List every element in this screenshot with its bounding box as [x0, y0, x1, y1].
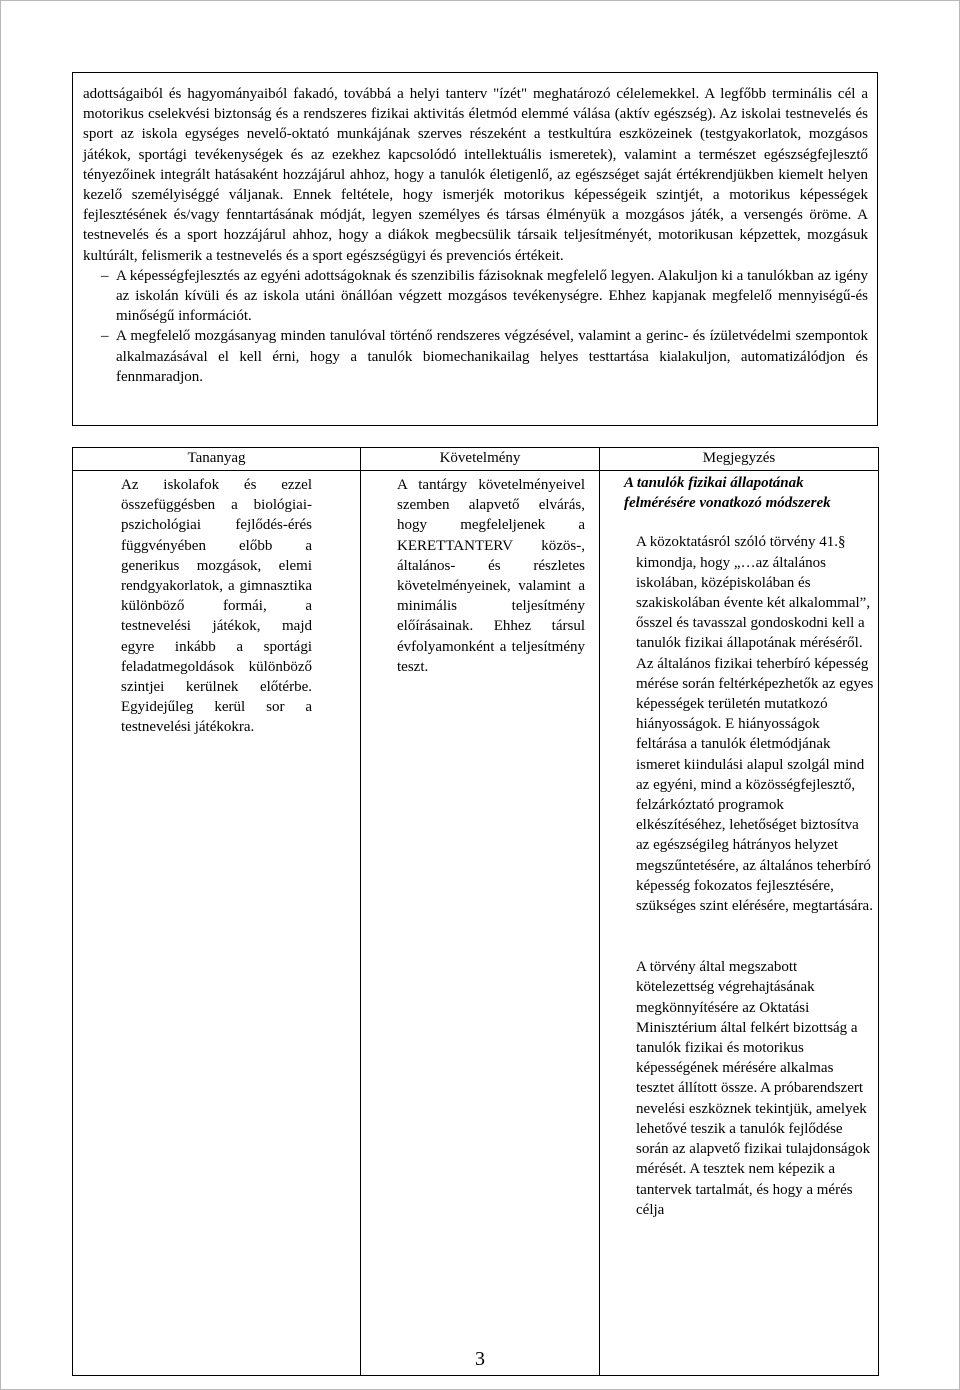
- megjegyzes-paragraph-1: A közoktatásról szóló törvény 41.§ kimondja, hogy „…az általános iskolában, középiskolában és szakiskolában évente két alkalommal”, ősszel és tavasszal gondoskodni kell a tanulók fizikai állapotának méréséről. Az általános fizikai teherbíró képesség mérése során feltérképezhetők az egyes képességek területén mutatkozó hiányosságok. E hiányosságok feltárása a tanulók életmódjának ismeret kiindulási alapul szolgál mind az egyéni, mind a közösségfejlesztő, felzárkóztató programok elkészítéséhez, lehetőséget biztosítva az egészségileg hátrányos helyzet megszűntetésére, az általános teherbíró képesség fokozatos fejlesztésére, szükséges szint elérésére, megtartására.: [636, 534, 874, 915]
- megjegyzes-title: A tanulók fizikai állapotának felmérésére vonatkozó módszerek: [624, 475, 831, 512]
- table-row: [73, 471, 879, 1376]
- megjegyzes-paragraph-2: A törvény által megszabott kötelezettség végrehajtásának megkönnyítésére az Oktatási Minisztérium által felkért bizottság a tanulók fizikai és motorikus képességének mérésére alkalmas tesztet állított össze. A próbarendszert nevelési eszköznek tekintjük, amelyek lehetővé teszik a tanulók fejlődése során az alapvető fizikai tulajdonságok mérését. A tesztek nem képezik a tantervek tartalmát, és hogy a mérés célja: [636, 959, 871, 1218]
- dash-bullet-icon: –: [101, 328, 109, 345]
- cell-kovetelmeny: A tantárgy követelményeivel szemben alapvető elvárás, hogy megfeleljenek a KERETTANTERV közös-, általános- és részletes követelményeinek, valamint a minimális teljesítmény előírásainak. Ehhez társul évfolyamonként a teljesítmény teszt.: [361, 471, 600, 1376]
- header-kovetelmeny: Követelmény: [361, 448, 600, 471]
- bullet-item: [83, 326, 868, 387]
- intro-box: [72, 72, 878, 426]
- bullet-text: A képességfejlesztés az egyéni adottságoknak és szenzibilis fázisoknak megfelelő legyen. Alakuljon ki a tanulókban az igény az iskolán kívüli és az iskola utáni önállóan végzett mozgásos tevékenységre. Ehhez kapjanak megfelelő mennyiségű-és minőségű információt.: [116, 267, 868, 325]
- cell-megjegyzes: [600, 471, 879, 1376]
- curriculum-table: [72, 447, 879, 1376]
- intro-paragraph: adottságaiból és hagyományaiból fakadó, továbbá a helyi tanterv "ízét" meghatározó célelemekkel. A legfőbb terminális cél a motorikus cselekvési biztonság és a rendszeres fizikai aktivitás életmód elemmé válása (aktív egészség). Az iskolai testnevelés és sport az iskola egységes nevelő-oktató munkájának szerves részeként a testkultúra eszközeinek (testgyakorlatok, mozgásos játékok, sportági tevékenységek és az ezekhez kapcsolódó intellektuális ismeretek), valamint a természet egészségfejlesztő tényezőinek integrált hatásaként hozzájárul ahhoz, hogy a tanulók életigenlő, az egészséget saját értékrendjükben kiemelt helyen kezelő személyiséggé váljanak. Ennek feltétele, hogy ismerjék motorikus képességeik szintjét, a motorikus képességek fejlesztésének és/vagy fenntartásának módját, legyen személyes és társas élményük a mozgásos játék, a versengés öröme. A testnevelés és a sport hozzájárul ahhoz, hogy a diákok megbecsülik társaik teljesítményét, motorikusan képzettek, mozgásuk kultúrált, felismerik a testnevelés és a sport egészségügyi és prevenciós értékeit.: [83, 86, 868, 264]
- bullet-text: A megfelelő mozgásanyag minden tanulóval történő rendszeres végzésével, valamint a gerinc- és ízületvédelmi szempontok alkalmazásával el kell érni, hogy a tanulók biomechanikailag helyes testtartása kialakuljon, automatizálódjon és fennmaradjon.: [116, 328, 868, 385]
- cell-tananyag: Az iskolafok és ezzel összefüggésben a biológiai-pszichológiai fejlődés-érés függvényében előbb a generikus mozgások, elemi rendgyakorlatok, a gimnasztika különböző formái, a testnevelési játékok, majd egyre inkább a sportági feladatmegoldások különböző szintjei kerülnek előtérbe. Egyidejűleg kerül sor a testnevelési játékokra.: [73, 471, 361, 1376]
- page-number: 3: [475, 1348, 485, 1370]
- bullet-item: [83, 266, 868, 327]
- header-megjegyzes: Megjegyzés: [600, 448, 879, 471]
- table-header-row: [73, 448, 879, 471]
- dash-bullet-icon: –: [101, 267, 109, 284]
- header-tananyag: Tananyag: [73, 448, 361, 471]
